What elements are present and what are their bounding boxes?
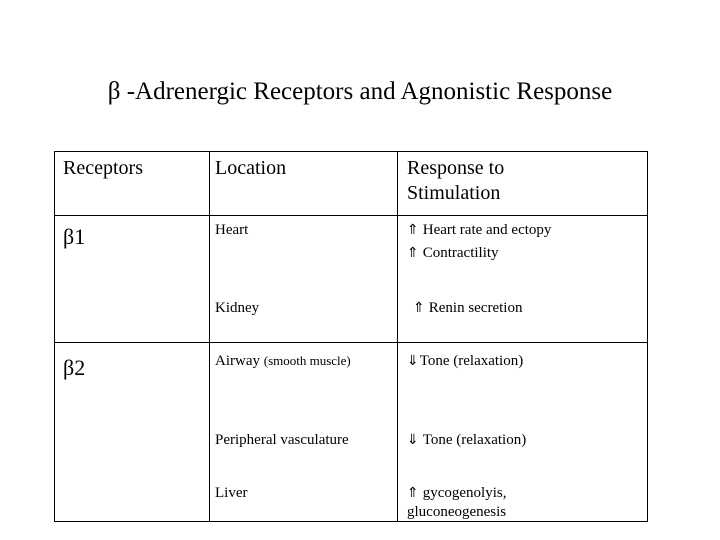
slide-title: β -Adrenergic Receptors and Agnonistic Response [107,78,613,105]
response-heart-text1: Heart rate and ectopy [422,222,552,238]
response-liver-text1: gycogenolyis, [422,485,507,501]
header-location: Location [215,157,287,179]
response-liver [407,484,506,522]
column-divider-1 [209,151,210,521]
header-response-line2: Stimulation [407,182,501,204]
beta1-beta2-divider [55,342,647,343]
response-airway-text: Tone (relaxation) [419,353,524,369]
response-kidney [413,299,522,318]
header-receptors: Receptors [63,157,143,179]
location-kidney: Kidney [215,300,260,316]
location-heart: Heart [215,222,249,238]
column-divider-2 [397,151,398,521]
up-arrow-icon: ⇑ [407,222,419,238]
header-response [407,156,504,206]
location-peripheral: Peripheral vasculature [215,432,349,448]
location-airway-note: (smooth muscle) [263,353,351,368]
response-peripheral [407,431,526,450]
response-heart-text2: Contractility [422,244,499,261]
response-airway [407,352,523,371]
receptor-beta1: β1 [63,224,86,249]
response-heart-line1 [407,221,551,240]
response-heart-line2 [407,244,551,263]
receptor-beta2: β2 [63,355,86,380]
response-liver-line2: gluconeogenesis [407,503,507,520]
up-arrow-icon: ⇑ [407,485,419,501]
down-arrow-icon: ⇓ [407,353,419,369]
location-airway-text: Airway [215,353,260,369]
up-arrow-icon: ⇑ [413,300,425,316]
table-top-border [55,151,647,152]
response-liver-line1 [407,484,506,503]
down-arrow-icon: ⇓ [407,432,419,448]
up-arrow-icon: ⇑ [407,244,419,261]
receptor-table [54,151,648,522]
response-peripheral-text: Tone (relaxation) [422,432,527,448]
location-airway [215,352,351,371]
header-response-line1: Response to [407,157,505,179]
response-heart [407,221,551,263]
response-kidney-text: Renin secretion [428,300,523,316]
header-divider [55,215,647,216]
location-liver: Liver [215,485,248,501]
